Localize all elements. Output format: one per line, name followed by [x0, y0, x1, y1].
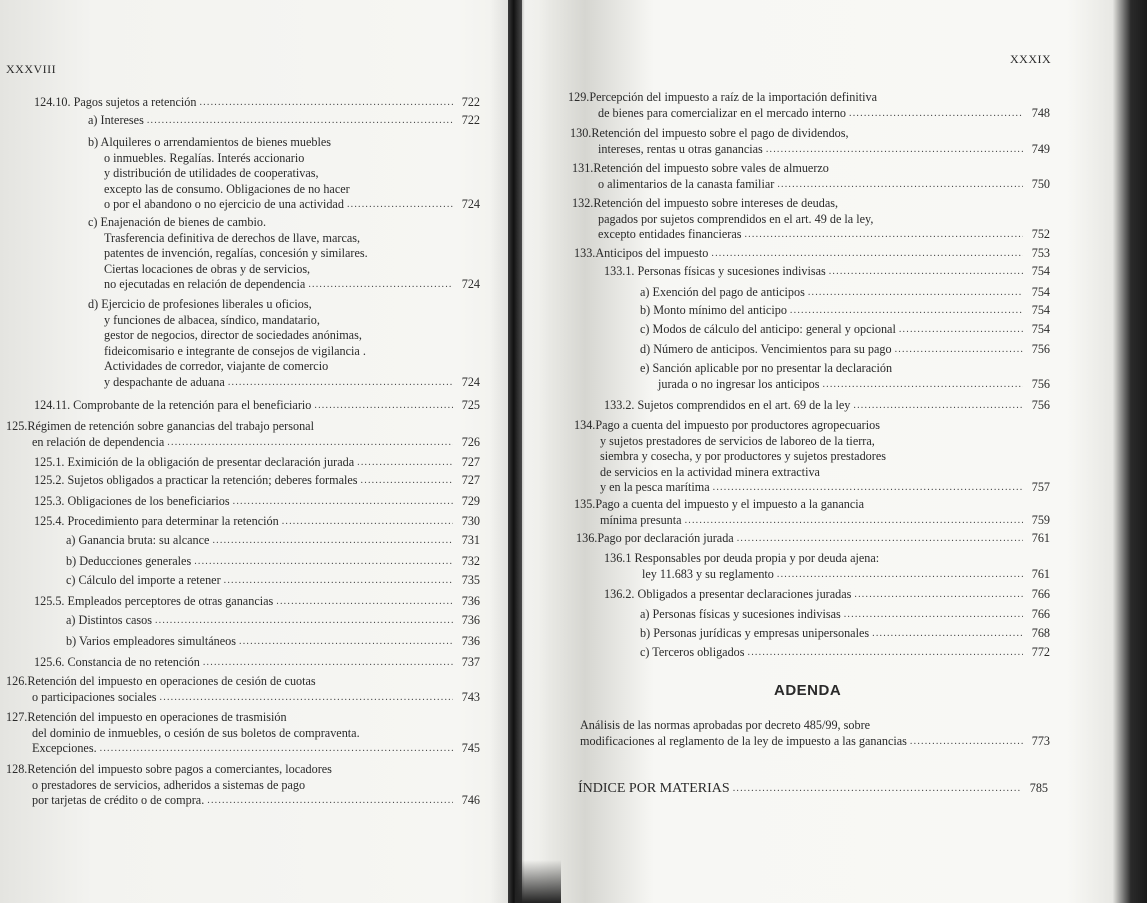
toc-entry-line [66, 613, 480, 629]
page-number: 735 [461, 573, 480, 587]
toc-entry [66, 634, 480, 650]
toc-entry [66, 573, 480, 589]
toc-entry [640, 322, 1050, 338]
toc-entry-text: 125.1. Eximición de la obligación de presentar declaración jurada [34, 455, 355, 469]
toc-entry-text: 126.Retención del impuesto en operaciones de cesión de cuotas [6, 674, 316, 688]
page-number: 754 [1031, 303, 1050, 317]
toc-entry-line [568, 106, 1050, 122]
leader-dots [737, 530, 1023, 542]
toc-entry-text: a) Intereses [88, 113, 144, 127]
page-number: 722 [461, 113, 480, 127]
leader-dots [233, 493, 453, 505]
toc-entry-text: 133.2. Sujetos comprendidos en el art. 69 de la ley [604, 398, 851, 412]
toc-entry-text: Excepciones. [32, 741, 97, 755]
toc-entry [34, 494, 480, 510]
toc-entry-line [6, 778, 480, 794]
toc-entry-line [88, 197, 480, 213]
toc-entry-line [66, 554, 480, 570]
page-number: 729 [461, 494, 480, 508]
toc-entry-line [604, 264, 1050, 280]
toc-entry-text: fideicomisario e integrante de consejos de vigilancia . [104, 343, 366, 358]
page-number: 724 [461, 277, 480, 291]
addenda-line [580, 734, 1050, 750]
page-number: 761 [1031, 566, 1050, 581]
toc-entry-text: a) Ganancia bruta: su alcance [66, 533, 210, 547]
leader-dots [147, 112, 453, 124]
leader-dots [748, 644, 1023, 656]
toc-entry-line [640, 285, 1050, 301]
page-number: 754 [1031, 322, 1050, 336]
leader-dots [790, 302, 1023, 314]
toc-entry-text: 125.2. Sujetos obligados a practicar la retención; deberes formales [34, 473, 358, 487]
page-number: 724 [461, 197, 480, 211]
toc-entry-line [640, 342, 1050, 358]
toc-entry-line [574, 497, 1050, 513]
toc-entry-text: 134.Pago a cuenta del impuesto por productores agropecuarios [574, 418, 880, 432]
toc-entry-line [568, 90, 1050, 106]
toc-entry-line [88, 277, 480, 293]
leader-dots [276, 593, 453, 605]
toc-entry-line [572, 227, 1050, 243]
toc-entry-text: 136.2. Obligados a presentar declaraciones juradas [604, 587, 852, 601]
toc-entry-text: a) Personas físicas y sucesiones indivisas [640, 607, 841, 621]
toc-entry-text: o participaciones sociales [32, 689, 157, 704]
toc-entry-line [6, 741, 480, 757]
toc-entry [66, 554, 480, 570]
toc-entry [604, 587, 1050, 603]
toc-entry-line [604, 551, 1050, 567]
toc-entry-text: c) Modos de cálculo del anticipo: general y opcional [640, 322, 896, 336]
leader-dots [713, 479, 1023, 491]
leader-dots [853, 397, 1023, 409]
leader-dots [282, 513, 453, 525]
toc-entry-text: e) Sanción aplicable por no presentar la declaración [640, 361, 893, 375]
page-number: 736 [461, 613, 480, 627]
leader-dots [777, 566, 1023, 578]
toc-entry [604, 551, 1050, 582]
toc-entry [570, 126, 1050, 157]
toc-entry-line [66, 573, 480, 589]
leader-dots [744, 226, 1023, 238]
toc-entry [572, 196, 1050, 243]
toc-entry-text: b) Personas jurídicas y empresas unipersonales [640, 626, 870, 640]
leader-dots [808, 284, 1023, 296]
toc-entry [604, 398, 1050, 414]
toc-entry-line [574, 449, 1050, 465]
leader-dots [854, 586, 1023, 598]
page-number: 722 [461, 95, 480, 109]
toc-entry-line [572, 196, 1050, 212]
leader-dots [239, 633, 453, 645]
toc-entry-text: 130.Retención del impuesto sobre el pago de dividendos, [570, 126, 849, 140]
toc-entry-text: 125.6. Constancia de no retención [34, 655, 200, 669]
toc-entry-line [6, 674, 480, 690]
leader-dots [228, 374, 453, 386]
page-number: 746 [461, 793, 480, 807]
page-number: 736 [461, 634, 480, 648]
leader-dots [777, 176, 1023, 188]
leader-dots [822, 376, 1023, 388]
toc-entry-line [572, 212, 1050, 228]
page-number: 756 [1031, 376, 1050, 391]
toc-entry-line [88, 182, 480, 198]
page-number: 766 [1031, 607, 1050, 621]
leader-dots [910, 733, 1023, 745]
toc-entry-line [576, 531, 1050, 547]
page-number: 757 [1031, 480, 1050, 494]
toc-entry-line [6, 726, 480, 742]
page-number: 773 [1031, 733, 1050, 748]
toc-entry-text: 131.Retención del impuesto sobre vales de almuerzo [572, 161, 829, 175]
toc-entry-line [604, 587, 1050, 603]
toc-entry-line [34, 655, 480, 671]
page-number: 724 [461, 374, 480, 389]
addenda-text: Análisis de las normas aprobadas por decreto 485/99, sobre [580, 718, 871, 732]
toc-entry-line [88, 231, 480, 247]
toc-entry-text: a) Distintos casos [66, 613, 152, 627]
toc-entry [6, 762, 480, 809]
right-page-folio: XXXIX [1010, 52, 1052, 66]
toc-entry-line [6, 419, 480, 435]
toc-entry-line [640, 626, 1050, 642]
page-number: 754 [1031, 264, 1050, 278]
toc-entry-text: 128.Retención del impuesto sobre pagos a comerciantes, locadores [6, 762, 332, 776]
toc-entry-text: patentes de invención, regalías, concesión y similares. [104, 246, 368, 260]
toc-entry-text: y funciones de albacea, síndico, mandatario, [104, 312, 320, 327]
leader-dots [212, 532, 453, 544]
page-number: 768 [1031, 626, 1050, 640]
toc-entry-text: o prestadores de servicios, adheridos a sistemas de pago [32, 777, 306, 792]
left-page-folio: XXXVIII [6, 62, 57, 76]
leader-dots [160, 689, 453, 701]
leader-dots [314, 397, 453, 409]
toc-entry-text: a) Exención del pago de anticipos [640, 285, 805, 299]
left-page [0, 0, 490, 903]
toc-entry-line [88, 313, 480, 329]
leader-dots [100, 740, 453, 752]
toc-entry-line [572, 161, 1050, 177]
toc-entry-line [34, 514, 480, 530]
toc-entry-line [574, 246, 1050, 262]
page-number: 759 [1031, 512, 1050, 527]
page-number: 726 [461, 434, 480, 449]
toc-entry [6, 419, 480, 450]
leader-dots [167, 434, 453, 446]
toc-entry-text: d) Número de anticipos. Vencimientos para su pago [640, 342, 892, 356]
toc-entry [640, 342, 1050, 358]
toc-entry-line [574, 418, 1050, 434]
toc-entry [34, 594, 480, 610]
toc-entry-line [6, 793, 480, 809]
page-number: 727 [461, 473, 480, 487]
toc-entry-line [34, 594, 480, 610]
toc-entry-text: 125.4. Procedimiento para determinar la retención [34, 514, 279, 528]
toc-entry-line [570, 126, 1050, 142]
toc-entry-line [34, 95, 480, 111]
page-number: 756 [1031, 342, 1050, 356]
toc-entry-line [570, 142, 1050, 158]
toc-entry-text: mínima presunta [600, 512, 682, 527]
toc-entry-line [34, 398, 480, 414]
toc-entry [640, 645, 1050, 661]
toc-entry-line [88, 344, 480, 360]
page-number: 766 [1031, 587, 1050, 601]
toc-entry [34, 514, 480, 530]
toc-entry-text: excepto las de consumo. Obligaciones de no hacer [104, 181, 350, 196]
toc-entry-line [34, 455, 480, 471]
toc-entry [34, 95, 480, 111]
page-number: 753 [1031, 246, 1050, 260]
leader-dots [733, 780, 1021, 792]
leader-dots [685, 512, 1023, 524]
toc-entry [88, 215, 480, 293]
leader-dots [361, 472, 453, 484]
leader-dots [347, 196, 453, 208]
toc-entry-line [6, 762, 480, 778]
toc-entry-text: y sujetos prestadores de servicios de laboreo de la tierra, [600, 433, 875, 448]
toc-entry-text: de bienes para comercializar en el mercado interno [598, 105, 847, 120]
toc-entry-text: c) Enajenación de bienes de cambio. [88, 215, 266, 229]
addenda-text: modificaciones al reglamento de la ley de impuesto a las ganancias [580, 733, 907, 748]
toc-entry-text: 125.3. Obligaciones de los beneficiarios [34, 494, 230, 508]
toc-entry-text: b) Deducciones generales [66, 554, 192, 568]
toc-entry [66, 613, 480, 629]
leader-dots [155, 612, 453, 624]
leader-dots [194, 553, 453, 565]
page-number: 785 [1029, 781, 1048, 795]
toc-entry-text: Trasferencia definitiva de derechos de llave, marcas, [104, 230, 361, 245]
toc-entry-line [88, 375, 480, 391]
addenda-entry [580, 718, 1050, 749]
toc-entry-line [640, 607, 1050, 623]
toc-entry [576, 531, 1050, 547]
page-number: 736 [461, 594, 480, 608]
toc-entry [88, 113, 480, 129]
toc-entry [88, 297, 480, 390]
addenda-heading: ADENDA [774, 682, 842, 699]
toc-entry-text: no ejecutadas en relación de dependencia [104, 277, 306, 291]
toc-entry [34, 398, 480, 414]
toc-entry-text: por tarjetas de crédito o de compra. [32, 793, 205, 807]
right-page [560, 0, 1120, 903]
leader-dots [308, 276, 453, 288]
toc-entry-text: Ciertas locaciones de obras y de servicios, [104, 261, 311, 276]
page-number: 749 [1031, 141, 1050, 156]
toc-entry [34, 655, 480, 671]
toc-entry [640, 361, 1050, 392]
toc-entry-text: jurada o no ingresar los anticipos [658, 376, 820, 391]
leader-dots [872, 625, 1023, 637]
page-number: 745 [461, 741, 480, 755]
page-number: 732 [461, 554, 480, 568]
toc-entry-text: d) Ejercicio de profesiones liberales u oficios, [88, 297, 312, 311]
page-number: 750 [1031, 176, 1050, 191]
toc-entry-line [6, 435, 480, 451]
toc-entry-text: pagados por sujetos comprendidos en el art. 49 de la ley, [598, 211, 874, 226]
leader-dots [899, 321, 1023, 333]
indice-entry [578, 781, 1048, 799]
toc-entry-line [640, 303, 1050, 319]
toc-entry-text: intereses, rentas u otras ganancias [598, 141, 763, 156]
leader-dots [895, 341, 1023, 353]
toc-entry [640, 285, 1050, 301]
toc-entry-text: b) Monto mínimo del anticipo [640, 303, 787, 317]
toc-entry-text: 136.1 Responsables por deuda propia y por deuda ajena: [604, 551, 880, 565]
page-number: 730 [461, 514, 480, 528]
toc-entry [66, 533, 480, 549]
toc-entry-line [88, 262, 480, 278]
toc-entry-line [572, 177, 1050, 193]
toc-entry-line [574, 513, 1050, 529]
toc-entry-text: o alimentarios de la canasta familiar [598, 176, 775, 191]
toc-entry-line [640, 645, 1050, 661]
toc-entry-text: c) Cálculo del importe a retener [66, 573, 221, 587]
toc-entry-line [88, 166, 480, 182]
page-number: 752 [1031, 227, 1050, 241]
page-number: 743 [461, 689, 480, 704]
toc-entry-line [640, 361, 1050, 377]
toc-entry-line [34, 473, 480, 489]
toc-entry [574, 418, 1050, 496]
toc-entry-text: excepto entidades financieras [598, 227, 742, 241]
toc-entry-line [66, 533, 480, 549]
toc-entry-line [574, 465, 1050, 481]
leader-dots [849, 105, 1023, 117]
toc-entry-text: 124.11. Comprobante de la retención para el beneficiario [34, 398, 312, 412]
toc-entry [574, 497, 1050, 528]
toc-entry-line [88, 151, 480, 167]
toc-entry-text: ley 11.683 y su reglamento [642, 566, 774, 581]
toc-entry-text: 127.Retención del impuesto en operaciones de trasmisión [6, 710, 287, 724]
toc-entry-text: 129.Percepción del impuesto a raíz de la importación definitiva [568, 90, 877, 104]
toc-entry-line [574, 480, 1050, 496]
toc-entry [6, 674, 480, 705]
toc-entry-text: y en la pesca marítima [600, 480, 710, 494]
toc-entry-text: b) Alquileres o arrendamientos de bienes muebles [88, 135, 331, 149]
toc-entry-line [66, 634, 480, 650]
toc-entry-text: de servicios en la actividad minera extractiva [600, 464, 820, 479]
toc-entry-text: 133.1. Personas físicas y sucesiones indivisas [604, 264, 826, 278]
indice-label: ÍNDICE POR MATERIAS [578, 781, 730, 796]
leader-dots [224, 572, 453, 584]
leader-dots [711, 245, 1023, 257]
leader-dots [844, 606, 1023, 618]
toc-entry-text: o inmuebles. Regalías. Interés accionario [104, 150, 305, 165]
toc-entry-line [6, 710, 480, 726]
toc-entry-text: gestor de negocios, director de sociedades anónimas, [104, 328, 362, 342]
toc-entry-text: en relación de dependencia [32, 434, 165, 449]
toc-entry [34, 455, 480, 471]
toc-entry-line [604, 398, 1050, 414]
toc-entry-text: o por el abandono o no ejercicio de una actividad [104, 197, 344, 211]
toc-entry-text: 125.5. Empleados perceptores de otras ganancias [34, 594, 274, 608]
toc-entry [604, 264, 1050, 280]
page-number: 761 [1031, 531, 1050, 545]
leader-dots [766, 141, 1023, 153]
toc-entry-text: y distribución de utilidades de cooperativas, [104, 166, 319, 180]
toc-entry-line [88, 215, 480, 231]
toc-entry-line [34, 494, 480, 510]
binding-shadow [515, 860, 561, 903]
toc-entry [640, 607, 1050, 623]
toc-entry-text: y despachante de aduana [104, 374, 225, 389]
toc-entry-line [574, 434, 1050, 450]
page-number: 748 [1031, 105, 1050, 120]
toc-entry-text: 136.Pago por declaración jurada [576, 531, 734, 545]
toc-entry-line [640, 377, 1050, 393]
toc-entry-text: 124.10. Pagos sujetos a retención [34, 95, 197, 109]
toc-entry [568, 90, 1050, 121]
leader-dots [203, 654, 453, 666]
page-number: 756 [1031, 398, 1050, 412]
toc-entry [88, 135, 480, 213]
toc-entry-line [88, 135, 480, 151]
toc-entry-text: 133.Anticipos del impuesto [574, 246, 709, 260]
leader-dots [357, 454, 453, 466]
addenda-line [580, 718, 1050, 734]
toc-entry-text: del dominio de inmuebles, o cesión de sus boletos de compraventa. [32, 725, 360, 740]
leader-dots [829, 263, 1023, 275]
toc-entry-text: 125.Régimen de retención sobre ganancias del trabajo personal [6, 419, 314, 433]
toc-entry [640, 303, 1050, 319]
leader-dots [207, 792, 453, 804]
toc-entry-line [88, 328, 480, 344]
toc-entry [34, 473, 480, 489]
toc-entry-line [88, 359, 480, 375]
toc-entry [572, 161, 1050, 192]
toc-entry-line [604, 567, 1050, 583]
toc-entry-text: Actividades de corredor, viajante de comercio [104, 359, 329, 373]
toc-entry-text: b) Varios empleadores simultáneos [66, 634, 237, 648]
book-binding [508, 0, 522, 903]
page-number: 737 [461, 655, 480, 669]
toc-entry-line [88, 113, 480, 129]
toc-entry-text: 132.Retención del impuesto sobre intereses de deudas, [572, 196, 839, 210]
page-number: 731 [461, 533, 480, 547]
page-number: 727 [461, 455, 480, 469]
page-number: 754 [1031, 285, 1050, 299]
page-number: 772 [1031, 645, 1050, 659]
toc-entry-line [88, 297, 480, 313]
toc-entry-line [640, 322, 1050, 338]
toc-entry-line [88, 246, 480, 262]
toc-entry-text: siembra y cosecha, y por productores y sujetos prestadores [600, 449, 886, 463]
toc-entry [640, 626, 1050, 642]
toc-entry [6, 710, 480, 757]
page-number: 725 [461, 398, 480, 412]
toc-entry-line [6, 690, 480, 706]
toc-entry-text: c) Terceros obligados [640, 645, 745, 659]
toc-entry-text: 135.Pago a cuenta del impuesto y el impuesto a la ganancia [574, 497, 865, 511]
toc-entry [574, 246, 1050, 262]
leader-dots [199, 94, 453, 106]
